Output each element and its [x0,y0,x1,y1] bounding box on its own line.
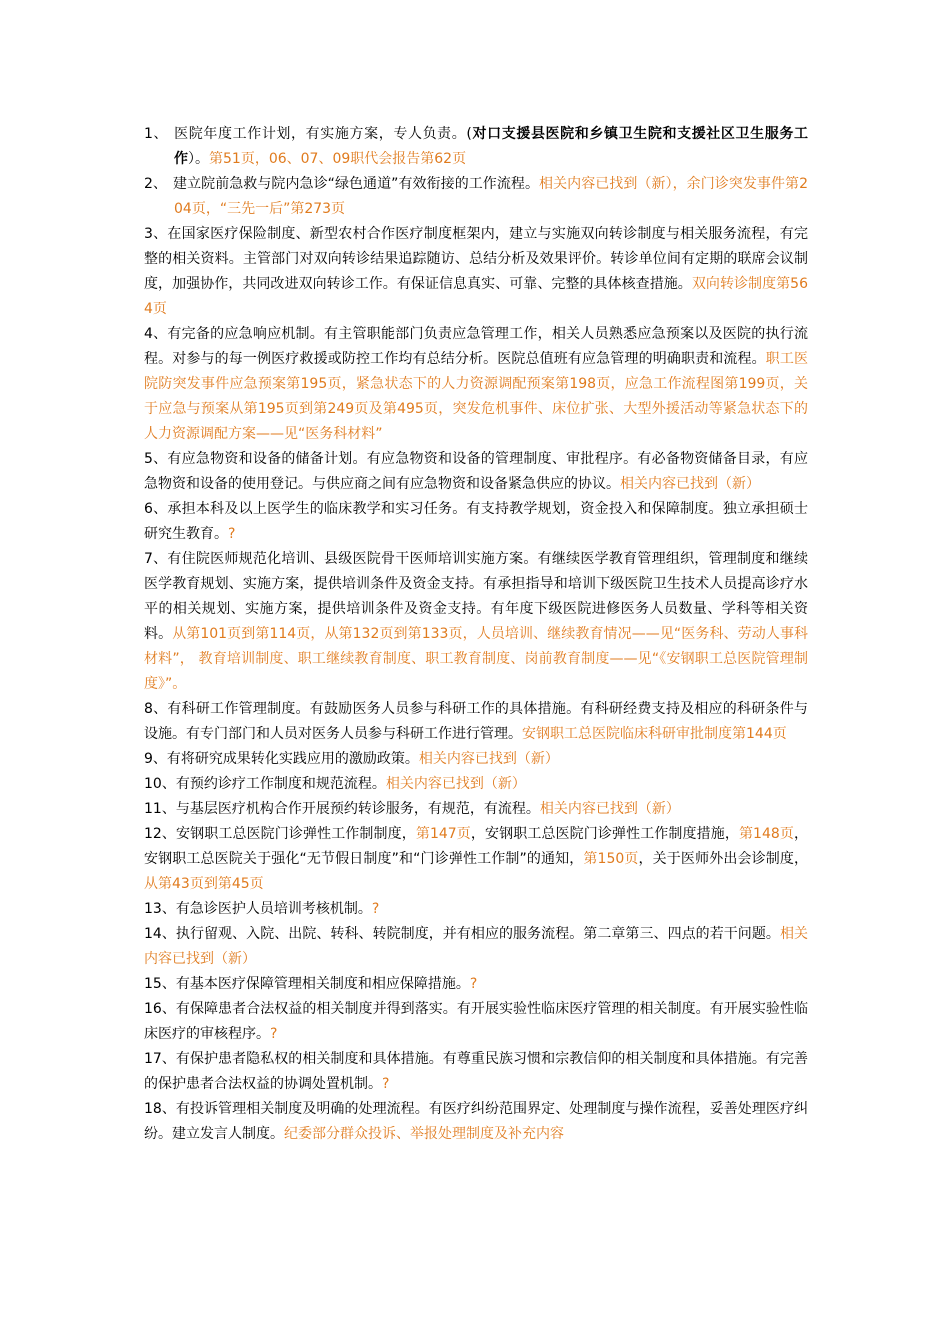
list-item-10 [144,772,808,797]
list-item-1 [144,122,808,172]
item-text-3: ，安钢职工总医院关于强化“无节假日制度”和“门诊弹性工作制”的通知， [144,826,808,867]
item-note: 安钢职工总医院临床科研审批制度第144页 [522,726,787,742]
item-text: 14、执行留观、入院、出院、转科、转院制度，并有相应的服务流程。第二章第三、四点的若干问题。 [144,926,780,942]
item-text: 15、有基本医疗保障管理相关制度和相应保障措施。 [144,976,470,992]
item-number: 1、 [144,126,169,142]
item-text: 4、有完备的应急响应机制。有主管职能部门负责应急管理工作，相关人员熟悉应急预案以及医院的执行流程。对参与的每一例医疗救援或防控工作均有总结分析。医院总值班有应急管理的明确职责和流程。 [144,326,808,367]
list-item-18 [144,1097,808,1147]
list-item-6 [144,497,808,547]
item-text: 3、在国家医疗保险制度、新型农村合作医疗制度框架内，建立与实施双向转诊制度与相关服务流程，有完整的相关资料。主管部门对双向转诊结果追踪随访、总结分析及效果评价。转诊单位间有定期的联席会议制度，加强协作，共同改进双向转诊工作。有保证信息真实、可靠、完整的具体核查措施。 [144,226,808,292]
item-text-2: ，安钢职工总医院门诊弹性工作制度措施， [470,826,739,842]
item-note: ? [228,526,236,542]
list-item-16 [144,997,808,1047]
item-text: 7、有住院医师规范化培训、县级医院骨干医师培训实施方案。有继续医学教育管理组织，管理制度和继续医学教育规划、实施方案，提供培训条件及资金支持。有承担指导和培训下级医院卫生技术人员提高诊疗水平的相关规划、实施方案，提供培训条件及资金支持。有年度下级医院进修医务人员数量、学科等相关资料。 [144,551,808,642]
item-note: ? [382,1076,390,1092]
item-text: 17、有保护患者隐私权的相关制度和具体措施。有尊重民族习惯和宗教信仰的相关制度和具体措施。有完善的保护患者合法权益的协调处置机制。 [144,1051,808,1092]
item-note: 相关内容已找到（新） [620,476,760,492]
item-text: 5、有应急物资和设备的储备计划。有应急物资和设备的管理制度、审批程序。有必备物资储备目录，有应急物资和设备的使用登记。与供应商之间有应急物资和设备紧急供应的协议。 [144,451,808,492]
item-note: 第51页，06、07、09职代会报告第62页 [209,151,467,167]
item-note-4: 从第43页到第45页 [144,876,264,892]
list-item-7 [144,547,808,697]
item-number: 2、 [144,176,168,192]
list-item-5 [144,447,808,497]
item-note: 相关内容已找到（新），余门诊突发事件第204页，“三先一后”第273页 [174,176,808,217]
item-text: 医院年度工作计划，有实施方案，专人负责。( [174,126,472,142]
item-note: 纪委部分群众投诉、举报处理制度及补充内容 [284,1126,564,1142]
item-text: 建立院前急救与院内急诊“绿色通道”有效衔接的工作流程。 [173,176,540,192]
item-text: 10、有预约诊疗工作制度和规范流程。 [144,776,386,792]
list-item-9 [144,747,808,772]
item-note: ? [371,901,380,917]
list-item-15 [144,972,808,997]
item-note: 双向转诊制度第564页 [144,276,808,317]
item-bold-text: 对口支援县医院和乡镇卫生院和支援社区卫生服务工作 [174,126,808,167]
list-item-12 [144,822,808,897]
item-note-2: 第148页 [738,826,794,842]
item-text: 18、有投诉管理相关制度及明确的处理流程。有医疗纠纷范围界定、处理制度与操作流程，妥善处理医疗纠纷。建立发言人制度。 [144,1101,808,1142]
item-note: 相关内容已找到（新） [144,926,809,967]
item-note: 相关内容已找到（新） [418,751,559,767]
document-page [144,122,808,1147]
item-note: 职工医院防突发事件应急预案第195页，紧急状态下的人力资源调配预案第198页，应急工作流程图第199页，关于应急与预案从第195页到第249页及第495页，突发危机事件、床位扩张、大型外援活动等紧急状态下的人力资源调配方案——见“医务科材料” [144,351,809,442]
item-text: 6、承担本科及以上医学生的临床教学和实习任务。有支持教学规划，资金投入和保障制度。独立承担硕士研究生教育。 [144,501,808,542]
list-item-2 [144,172,808,222]
list-item-11 [144,797,808,822]
list-item-17 [144,1047,808,1097]
item-text-4: ，关于医师外出会诊制度， [638,851,808,867]
item-text: 16、有保障患者合法权益的相关制度并得到落实。有开展实验性临床医疗管理的相关制度。有开展实验性临床医疗的审核程序。 [144,1001,808,1042]
item-text: 13、有急诊医护人员培训考核机制。 [144,901,372,917]
item-text: 12、安钢职工总医院门诊弹性工作制制度， [144,826,416,842]
item-text: 11、与基层医疗机构合作开展预约转诊服务，有规范，有流程。 [144,801,540,817]
item-text: 9、有将研究成果转化实践应用的激励政策。 [144,751,419,767]
list-item-13 [144,897,808,922]
item-note-3: 第150页 [583,851,639,867]
item-note: ? [270,1026,278,1042]
item-note: 第147页 [415,826,471,842]
list-item-14 [144,922,808,972]
list-item-8 [144,697,808,747]
list-item-4 [144,322,808,447]
item-note: 从第101页到第114页，从第132页到第133页，人员培训、继续教育情况——见“医务科、劳动人事科材料”， 教育培训制度、职工继续教育制度、职工教育制度、岗前教育制度——见“《安钢职工总医院管理制度》”。 [144,626,809,692]
item-note: 相关内容已找到（新） [385,776,526,792]
item-note: ? [469,976,478,992]
list-item-3 [144,222,808,322]
item-note: 相关内容已找到（新） [539,801,680,817]
item-text-2: ）。 [188,151,209,167]
item-text: 8、有科研工作管理制度。有鼓励医务人员参与科研工作的具体措施。有科研经费支持及相应的科研条件与设施。有专门部门和人员对医务人员参与科研工作进行管理。 [144,701,808,742]
